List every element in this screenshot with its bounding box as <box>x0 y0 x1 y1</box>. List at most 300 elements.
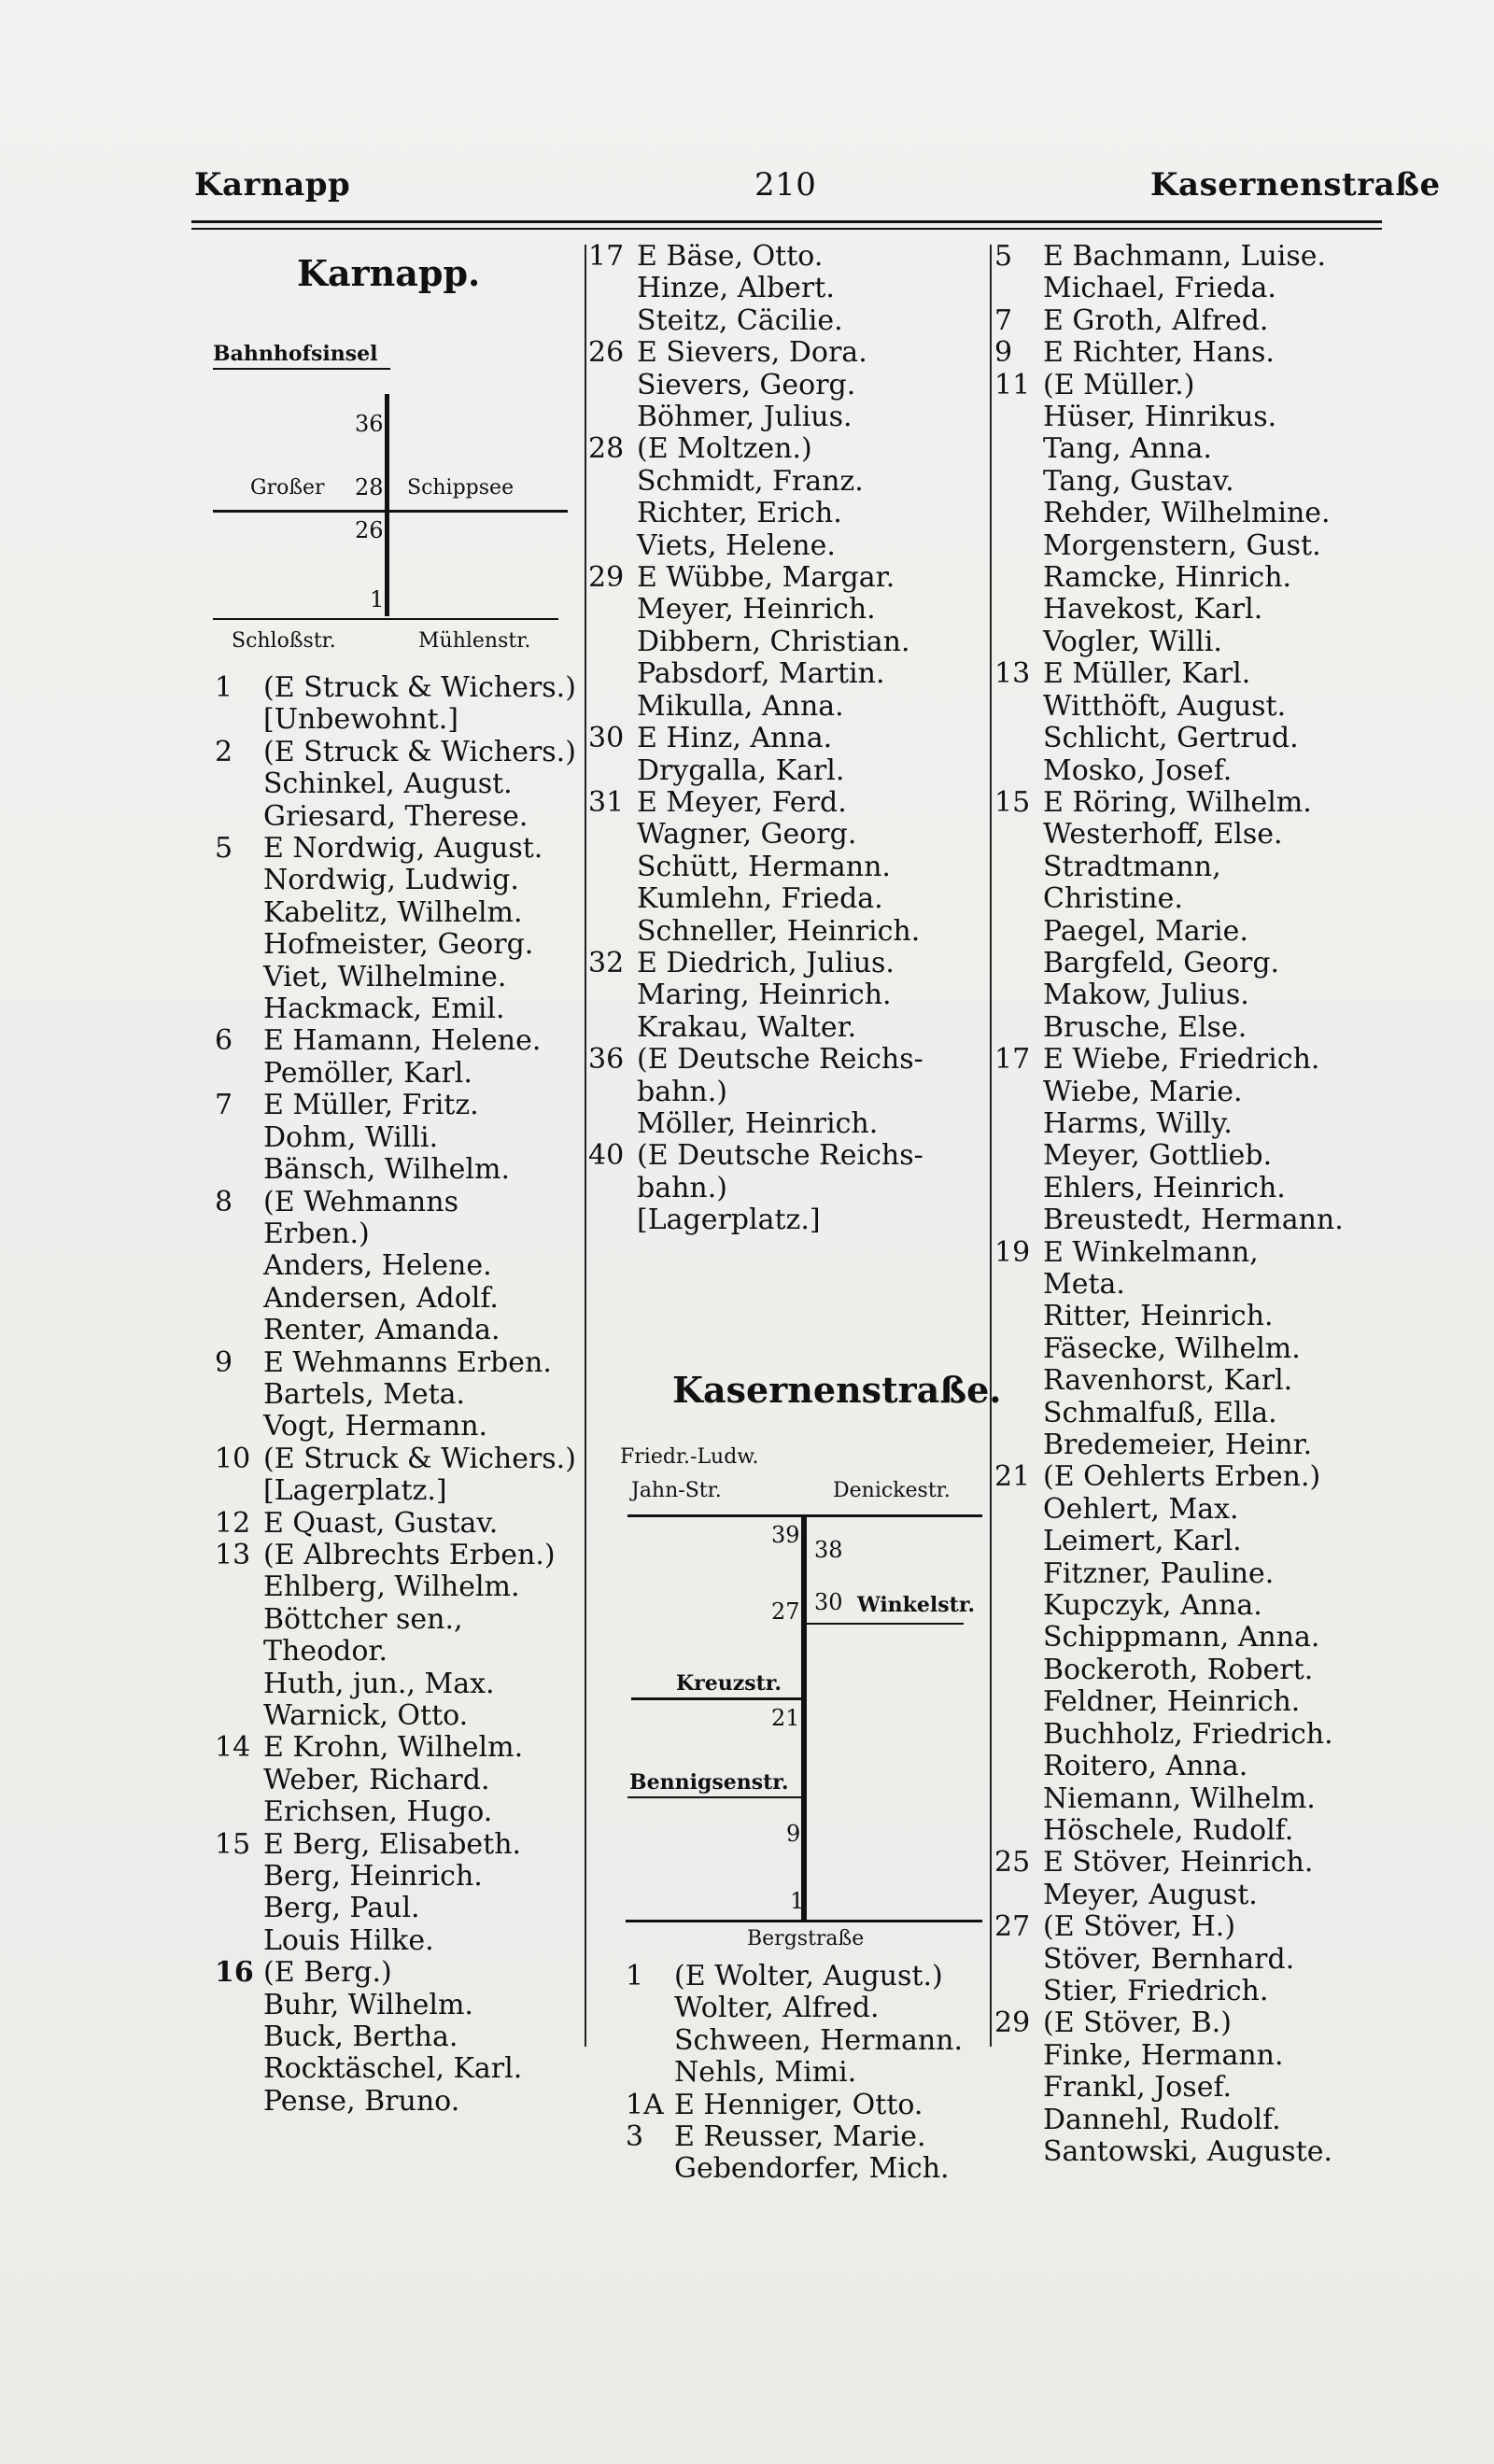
resident-name: E Röring, Wilhelm. <box>1043 785 1312 819</box>
house-number <box>994 948 1043 979</box>
list-item <box>994 2105 1405 2136</box>
list-item <box>215 1604 607 1636</box>
resident-name: E Diedrich, Julius. <box>637 946 895 979</box>
resident-name: Meta. <box>1043 1268 1125 1301</box>
resident-name: Wagner, Georg. <box>637 818 857 852</box>
list-item <box>994 1077 1405 1108</box>
resident-name: (E Struck & Wichers.) <box>263 735 576 768</box>
list-item <box>588 691 999 723</box>
list-item <box>994 2136 1405 2168</box>
resident-name: (E Deutsche Reichs- <box>637 1139 923 1173</box>
resident-name: Schütt, Hermann. <box>637 850 891 883</box>
kd-bottom: Bergstraße <box>747 1927 865 1950</box>
list-item <box>994 1944 1405 1976</box>
house-number <box>994 627 1043 658</box>
list-item <box>994 1815 1405 1847</box>
list-item <box>588 979 999 1011</box>
house-number <box>994 1815 1043 1847</box>
list-item <box>215 1443 607 1475</box>
list-item <box>588 948 999 979</box>
house-number <box>994 691 1043 723</box>
kd-benn-line <box>627 1796 803 1798</box>
list-item <box>994 1686 1405 1718</box>
resident-name: Maring, Heinrich. <box>637 979 892 1012</box>
list-item <box>215 2086 607 2118</box>
list-item <box>588 305 999 337</box>
list-item <box>588 755 999 787</box>
resident-name: [Lagerplatz.] <box>637 1204 821 1237</box>
resident-name: Böhmer, Julius. <box>637 401 853 434</box>
resident-name: Theodor. <box>263 1635 388 1668</box>
list-item <box>994 1301 1405 1332</box>
house-number <box>994 562 1043 594</box>
house-number <box>588 852 637 883</box>
resident-name: Höschele, Rudolf. <box>1043 1813 1294 1847</box>
house-number <box>994 1558 1043 1590</box>
list-item <box>588 627 999 658</box>
resident-name: Oehlert, Max. <box>1043 1492 1239 1526</box>
list-item <box>994 1526 1405 1557</box>
resident-name: Schinkel, August. <box>263 767 513 801</box>
resident-name: (E Struck & Wichers.) <box>263 671 576 704</box>
list-item <box>215 1925 607 1957</box>
house-number <box>626 1992 674 2024</box>
diagram-main-street <box>385 394 389 616</box>
resident-name: E Müller, Karl. <box>1043 657 1251 691</box>
list-item <box>994 787 1405 819</box>
karnapp-entries <box>215 672 607 2118</box>
house-number <box>215 704 263 736</box>
resident-name: Schlicht, Gertrud. <box>1043 722 1299 755</box>
resident-name: Meyer, Gottlieb. <box>1043 1139 1273 1173</box>
resident-name: Richter, Erich. <box>637 497 842 530</box>
list-item <box>588 723 999 754</box>
resident-name: E Sievers, Dora. <box>637 336 867 370</box>
list-item <box>994 466 1405 498</box>
kd-n30: 30 <box>814 1589 843 1615</box>
kd-top-left: Friedr.-Ludw. <box>620 1445 759 1469</box>
resident-name: Erben.) <box>263 1217 370 1250</box>
resident-name: (E Moltzen.) <box>637 432 812 466</box>
list-item <box>994 1494 1405 1526</box>
resident-name: (E Deutsche Reichs- <box>637 1043 923 1077</box>
resident-name: (E Berg.) <box>263 1956 392 1990</box>
diagram-right-label: Schippsee <box>407 476 514 500</box>
resident-name: Andersen, Adolf. <box>263 1281 499 1315</box>
house-number <box>588 1012 637 1044</box>
house-number: 13 <box>994 657 1031 691</box>
resident-name: Wolter, Alfred. <box>674 1992 880 2025</box>
house-number: 14 <box>215 1731 251 1765</box>
resident-name: (E Wehmanns <box>263 1185 458 1218</box>
list-item <box>588 916 999 948</box>
list-item <box>588 787 999 819</box>
house-number <box>994 852 1043 883</box>
list-item <box>994 273 1405 304</box>
house-number <box>994 530 1043 562</box>
list-item <box>626 1961 1036 1992</box>
list-item <box>588 1140 999 1172</box>
resident-name: Kabelitz, Wilhelm. <box>263 895 523 929</box>
resident-name: Bartels, Meta. <box>263 1377 466 1411</box>
house-number <box>588 401 637 433</box>
resident-name: Gebendorfer, Mich. <box>674 2152 950 2186</box>
house-number <box>215 1283 263 1315</box>
kd-bottom-line <box>626 1920 982 1922</box>
resident-name: (E Stöver, B.) <box>1043 2006 1232 2040</box>
diagram-n1: 1 <box>370 586 385 612</box>
resident-name: E Krohn, Wilhelm. <box>263 1731 524 1765</box>
resident-name: Westerhoff, Else. <box>1043 818 1283 852</box>
list-item <box>215 801 607 833</box>
house-number: 7 <box>994 303 1013 337</box>
resident-name: Paegel, Marie. <box>1043 914 1248 948</box>
list-item <box>588 1108 999 1140</box>
resident-name: Krakau, Walter. <box>637 1010 857 1044</box>
resident-name: Fäsecke, Wilhelm. <box>1043 1331 1301 1365</box>
list-item <box>994 1237 1405 1269</box>
resident-name: Frankl, Josef. <box>1043 2071 1233 2105</box>
resident-name: Buck, Bertha. <box>263 2020 458 2054</box>
list-item <box>994 948 1405 979</box>
resident-name: Hofmeister, Georg. <box>263 928 534 962</box>
resident-name: Weber, Richard. <box>263 1763 490 1796</box>
house-number: 25 <box>994 1846 1031 1880</box>
house-number <box>994 2072 1043 2104</box>
resident-name: [Lagerplatz.] <box>263 1474 447 1508</box>
house-number <box>588 594 637 626</box>
house-number <box>994 466 1043 498</box>
resident-name: Ritter, Heinrich. <box>1043 1300 1274 1333</box>
list-item <box>588 883 999 915</box>
house-number <box>994 273 1043 304</box>
list-item <box>215 704 607 736</box>
resident-name: (E Wolter, August.) <box>674 1960 943 1992</box>
list-item <box>215 2021 607 2053</box>
list-item <box>215 897 607 929</box>
kasernen-entries-continued <box>994 241 1405 2168</box>
list-item <box>994 1590 1405 1622</box>
house-number <box>215 1315 263 1346</box>
list-item <box>994 1461 1405 1493</box>
house-number: 11 <box>994 368 1031 401</box>
house-number <box>215 768 263 800</box>
resident-name: Renter, Amanda. <box>263 1314 500 1347</box>
karnapp-entries-continued <box>588 241 999 1237</box>
list-item <box>215 1187 607 1218</box>
house-number <box>994 1365 1043 1397</box>
list-item <box>215 865 607 896</box>
resident-name: Stier, Friedrich. <box>1043 1974 1269 2007</box>
resident-name: Finke, Hermann. <box>1043 2038 1284 2072</box>
list-item <box>215 962 607 993</box>
house-number: 17 <box>588 240 625 273</box>
house-number <box>994 1526 1043 1557</box>
list-item <box>588 498 999 529</box>
resident-name: Ehlers, Heinrich. <box>1043 1171 1286 1204</box>
karnapp-title: Karnapp. <box>297 252 481 294</box>
house-number <box>215 2053 263 2085</box>
house-number: 7 <box>215 1089 233 1122</box>
resident-name: E Quast, Gustav. <box>263 1506 499 1540</box>
resident-name: Buhr, Wilhelm. <box>263 1988 473 2021</box>
list-item <box>215 993 607 1025</box>
house-number <box>215 1379 263 1411</box>
house-number: 32 <box>588 946 625 979</box>
kd-n38: 38 <box>814 1537 843 1563</box>
list-item <box>215 1861 607 1893</box>
list-item <box>588 370 999 401</box>
resident-name: Anders, Helene. <box>263 1249 492 1283</box>
house-number <box>215 1861 263 1893</box>
house-number <box>215 993 263 1025</box>
house-number <box>215 897 263 929</box>
list-item <box>626 2153 1036 2185</box>
resident-name: Ramcke, Hinrich. <box>1043 561 1292 595</box>
list-item <box>994 1976 1405 2007</box>
resident-name: Makow, Julius. <box>1043 979 1249 1012</box>
resident-name: (E Albrechts Erben.) <box>263 1538 556 1571</box>
list-item <box>588 1044 999 1076</box>
house-number <box>588 530 637 562</box>
resident-name: Vogler, Willi. <box>1043 625 1222 658</box>
kd-top-right: Denickestr. <box>833 1479 951 1502</box>
house-number <box>994 1429 1043 1461</box>
house-number <box>588 498 637 529</box>
list-item <box>994 916 1405 948</box>
resident-name: Tang, Gustav. <box>1043 464 1234 498</box>
resident-name: Mosko, Josef. <box>1043 753 1233 787</box>
resident-name: Meyer, August. <box>1043 1878 1258 1911</box>
list-item <box>215 1250 607 1282</box>
house-number <box>588 1108 637 1140</box>
house-number <box>215 1250 263 1282</box>
resident-name: E Henniger, Otto. <box>674 2088 923 2121</box>
resident-name: Hüser, Hinrikus. <box>1043 401 1277 434</box>
list-item <box>215 1379 607 1411</box>
list-item <box>626 2025 1036 2057</box>
resident-name: Ehlberg, Wilhelm. <box>263 1570 520 1604</box>
header-rule-thin <box>191 228 1382 230</box>
diagram-n36: 36 <box>355 411 384 437</box>
list-item <box>994 1654 1405 1686</box>
list-item <box>588 819 999 851</box>
resident-name: Breustedt, Hermann. <box>1043 1204 1344 1237</box>
list-item <box>215 833 607 865</box>
list-item <box>215 1475 607 1507</box>
diagram-bottom-line <box>213 618 558 620</box>
resident-name: Bockeroth, Robert. <box>1043 1653 1314 1686</box>
list-item <box>215 1283 607 1315</box>
house-number <box>588 916 637 948</box>
list-item <box>215 1732 607 1764</box>
house-number: 19 <box>994 1235 1031 1269</box>
house-number <box>994 1880 1043 1911</box>
resident-name: Böttcher sen., <box>263 1602 463 1636</box>
list-item <box>215 768 607 800</box>
resident-name: (E Struck & Wichers.) <box>263 1442 576 1475</box>
diagram-bottom-left: Schloßstr. <box>232 629 336 653</box>
list-item <box>994 883 1405 915</box>
list-item <box>215 1668 607 1700</box>
house-number <box>994 1301 1043 1332</box>
house-number <box>994 1204 1043 1236</box>
house-number <box>626 2153 674 2185</box>
list-item <box>215 1058 607 1090</box>
house-number <box>588 627 637 658</box>
house-number <box>588 979 637 1011</box>
list-item <box>215 1218 607 1250</box>
list-item <box>994 1269 1405 1301</box>
house-number <box>588 1077 637 1108</box>
resident-name: Schneller, Heinrich. <box>637 914 921 948</box>
diagram-bottom-right: Mühlenstr. <box>418 629 531 653</box>
list-item <box>994 627 1405 658</box>
resident-name: E Bäse, Otto. <box>637 240 824 273</box>
house-number: 31 <box>588 785 625 819</box>
house-number <box>994 1944 1043 1976</box>
house-number: 28 <box>588 432 625 466</box>
kd-n21: 21 <box>771 1705 800 1731</box>
house-number <box>588 819 637 851</box>
resident-name: Pense, Bruno. <box>263 2084 460 2118</box>
header-right: Kasernenstraße <box>1150 166 1441 204</box>
resident-name: E Bachmann, Luise. <box>1043 240 1327 273</box>
house-number <box>215 2086 263 2118</box>
house-number <box>994 1012 1043 1044</box>
house-number: 9 <box>994 336 1013 370</box>
list-item <box>215 1090 607 1121</box>
list-item <box>994 723 1405 754</box>
house-number <box>215 962 263 993</box>
list-item <box>588 658 999 690</box>
list-item <box>994 2007 1405 2039</box>
resident-name: Meyer, Heinrich. <box>637 593 876 627</box>
list-item <box>588 1204 999 1236</box>
resident-name: Brusche, Else. <box>1043 1010 1247 1044</box>
list-item <box>994 979 1405 1011</box>
house-number <box>994 883 1043 915</box>
resident-name: Nehls, Mimi. <box>674 2056 857 2090</box>
house-number <box>994 819 1043 851</box>
house-number <box>994 1751 1043 1782</box>
house-number: 1 <box>626 1960 644 1992</box>
resident-name: [Unbewohnt.] <box>263 703 458 737</box>
list-item <box>994 1751 1405 1782</box>
resident-name: E Wiebe, Friedrich. <box>1043 1043 1320 1077</box>
list-item <box>994 691 1405 723</box>
resident-name: E Reusser, Marie. <box>674 2120 926 2154</box>
house-number <box>588 305 637 337</box>
house-number: 29 <box>994 2006 1031 2040</box>
house-number <box>588 1173 637 1204</box>
house-number: 29 <box>588 561 625 595</box>
house-number <box>215 1154 263 1186</box>
resident-name: (E Oehlerts Erben.) <box>1043 1460 1321 1494</box>
resident-name: Kumlehn, Frieda. <box>637 882 883 916</box>
list-item <box>588 852 999 883</box>
kd-main-street <box>801 1514 807 1920</box>
house-number <box>215 1636 263 1668</box>
house-number: 1 <box>215 671 233 704</box>
resident-name: Stöver, Bernhard. <box>1043 1942 1295 1976</box>
house-number <box>588 883 637 915</box>
list-item <box>994 1911 1405 1943</box>
list-item <box>994 658 1405 690</box>
house-number <box>994 979 1043 1011</box>
house-number: 1A <box>626 2088 664 2121</box>
list-item <box>588 594 999 626</box>
resident-name: bahn.) <box>637 1075 727 1108</box>
house-number <box>215 1604 263 1636</box>
list-item <box>215 1508 607 1540</box>
list-item <box>215 737 607 768</box>
list-item <box>994 1429 1405 1461</box>
house-number <box>588 466 637 498</box>
list-item <box>588 273 999 304</box>
kd-winkel-line <box>807 1623 964 1625</box>
resident-name: Griesard, Therese. <box>263 799 529 833</box>
resident-name: E Meyer, Ferd. <box>637 785 847 819</box>
resident-name: Christine. <box>1043 882 1183 916</box>
resident-name: Santowski, Auguste. <box>1043 2134 1333 2168</box>
house-number <box>994 1783 1043 1815</box>
resident-name: Rocktäschel, Karl. <box>263 2052 523 2086</box>
house-number <box>626 2057 674 2089</box>
list-item <box>994 562 1405 594</box>
list-item <box>215 1829 607 1861</box>
resident-name: Warnick, Otto. <box>263 1699 469 1732</box>
list-item <box>215 1700 607 1732</box>
kd-kreuz-line <box>631 1697 803 1700</box>
resident-name: Bredemeier, Heinr. <box>1043 1429 1313 1462</box>
resident-name: Wiebe, Marie. <box>1043 1075 1243 1108</box>
list-item <box>588 401 999 433</box>
house-number <box>215 1700 263 1732</box>
house-number: 2 <box>215 735 233 768</box>
resident-name: Louis Hilke. <box>263 1923 434 1957</box>
resident-name: E Winkelmann, <box>1043 1235 1259 1269</box>
list-item <box>215 2053 607 2085</box>
resident-name: E Stöver, Heinrich. <box>1043 1846 1314 1880</box>
list-item <box>994 530 1405 562</box>
list-item <box>994 594 1405 626</box>
resident-name: Bargfeld, Georg. <box>1043 946 1280 979</box>
list-item <box>588 1173 999 1204</box>
list-item <box>994 1622 1405 1654</box>
resident-name: Dohm, Willi. <box>263 1120 439 1154</box>
kd-n27: 27 <box>771 1598 800 1625</box>
resident-name: Möller, Heinrich. <box>637 1106 879 1140</box>
house-number <box>994 755 1043 787</box>
list-item <box>994 1558 1405 1590</box>
list-item <box>994 370 1405 401</box>
house-number <box>215 1925 263 1957</box>
list-item <box>215 929 607 961</box>
resident-name: Pabsdorf, Martin. <box>637 657 885 691</box>
house-number <box>994 1398 1043 1429</box>
list-item <box>994 498 1405 529</box>
house-number <box>215 1765 263 1796</box>
list-item <box>215 1411 607 1443</box>
house-number <box>215 1122 263 1154</box>
list-item <box>588 1012 999 1044</box>
diagram-top-label: Bahnhofsinsel <box>213 342 378 366</box>
list-item <box>215 1122 607 1154</box>
list-item <box>626 2057 1036 2089</box>
resident-name: Feldner, Heinrich. <box>1043 1685 1301 1719</box>
house-number <box>994 2040 1043 2072</box>
